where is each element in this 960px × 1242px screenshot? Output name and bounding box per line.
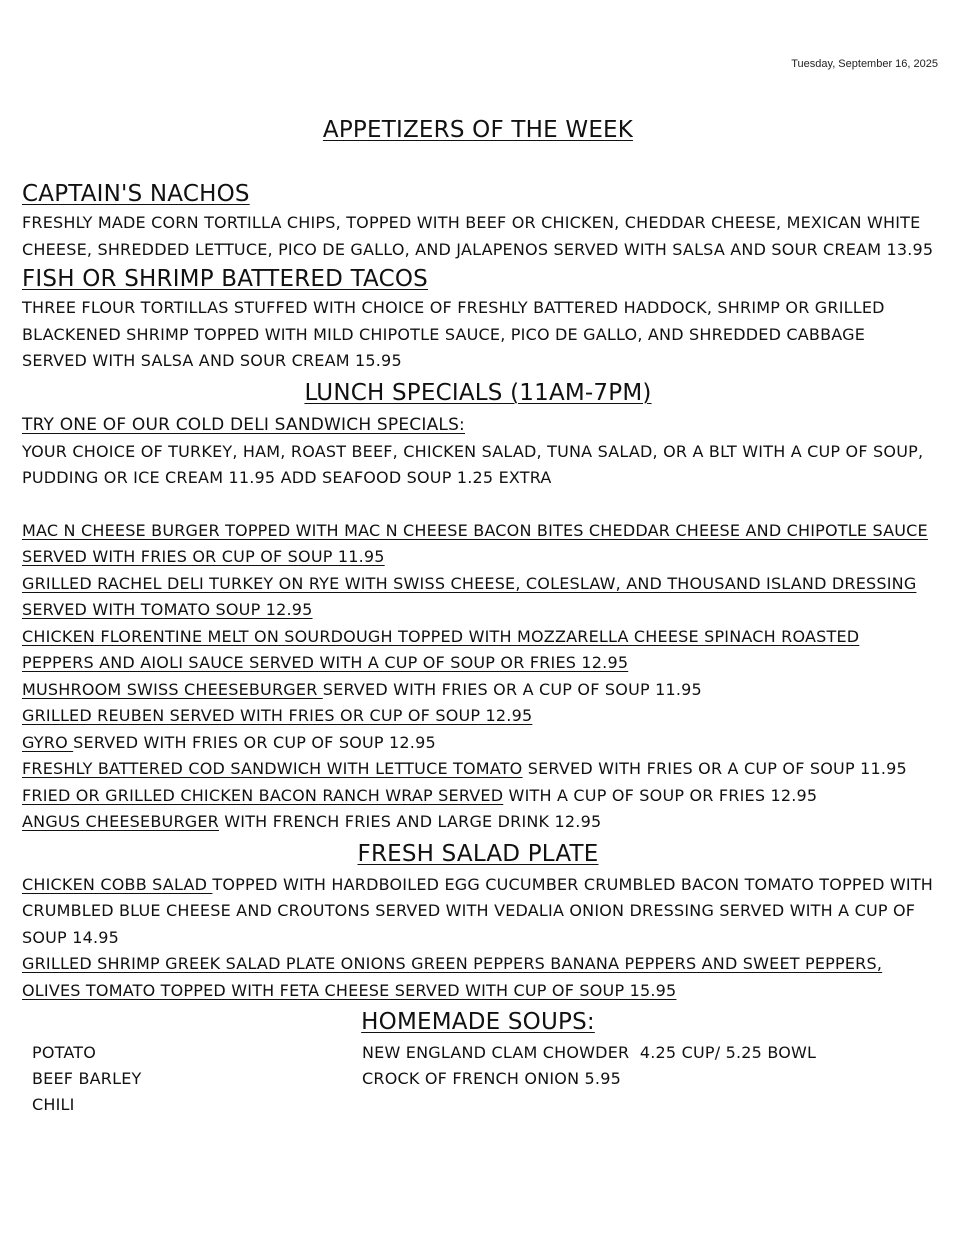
- lunch-item-detail: SERVED WITH FRIES OR A CUP OF SOUP 11.95: [322, 679, 702, 699]
- salad-item-name: CHICKEN COBB SALAD: [22, 874, 213, 894]
- lunch-item-name: GRILLED REUBEN SERVED WITH FRIES OR CUP OF SOUP 12.95: [22, 706, 533, 725]
- lunch-item-name: MUSHROOM SWISS CHEESEBURGER: [22, 679, 323, 699]
- salad-item: [22, 951, 934, 1004]
- section-spacer: [22, 492, 934, 518]
- lunch-item-detail: SERVED WITH FRIES OR CUP OF SOUP 12.95: [73, 732, 436, 752]
- lunch-item-name: GYRO: [22, 732, 74, 752]
- lunch-item-detail: WITH FRENCH FRIES AND LARGE DRINK 12.95: [218, 812, 602, 831]
- lunch-item: [22, 624, 934, 677]
- lunch-item-name: FRESHLY BATTERED COD SANDWICH WITH LETTUCE TOMATO: [22, 759, 523, 778]
- appetizer-heading-tacos: FISH OR SHRIMP BATTERED TACOS: [22, 266, 428, 292]
- lunch-item-name: GRILLED RACHEL DELI TURKEY ON RYE WITH SWISS CHEESE, COLESLAW, AND THOUSAND ISLAND DRESSING SERVED WITH TOMATO SOUP 12.95: [22, 573, 917, 619]
- lunch-item-detail: SERVED WITH FRIES OR A CUP OF SOUP 11.95: [522, 759, 907, 778]
- lunch-specials-heading: LUNCH SPECIALS (11AM-7PM): [304, 379, 652, 406]
- soups-column-left: [22, 1040, 362, 1118]
- appetizer-description-tacos: THREE FLOUR TORTILLAS STUFFED WITH CHOICE OF FRESHLY BATTERED HADDOCK, SHRIMP OR GRILLED BLACKENED SHRIMP TOPPED WITH MILD CHIPOTLE SAUCE, PICO DE GALLO, AND SHREDDED CABBAGE SERVED WITH SALSA AND SOUR CREAM 15.95: [22, 298, 885, 370]
- lunch-item: [22, 809, 934, 836]
- appetizer-heading-nachos: CAPTAIN'S NACHOS: [22, 181, 250, 207]
- soup-item: CROCK OF FRENCH ONION 5.95: [362, 1069, 621, 1088]
- lunch-item: [22, 703, 934, 730]
- lunch-item: [22, 756, 934, 783]
- lunch-item-detail: WITH A CUP OF SOUP OR FRIES 12.95: [503, 785, 818, 805]
- soups-heading: HOMEMADE SOUPS:: [361, 1009, 595, 1035]
- soup-item: BEEF BARLEY: [32, 1069, 142, 1088]
- lunch-item: [22, 571, 934, 624]
- deli-specials-heading: TRY ONE OF OUR COLD DELI SANDWICH SPECIALS:: [22, 414, 465, 435]
- deli-specials-text: YOUR CHOICE OF TURKEY, HAM, ROAST BEEF, CHICKEN SALAD, TUNA SALAD, OR A BLT WITH A CUP OF SOUP, PUDDING OR ICE CREAM 11.95 ADD SEAFOOD SOUP 1.25 EXTRA: [22, 441, 924, 487]
- date-stamp: Tuesday, September 16, 2025: [791, 58, 938, 70]
- lunch-item-name: MAC N CHEESE BURGER TOPPED WITH MAC N CHEESE BACON BITES CHEDDAR CHEESE AND CHIPOTLE SAUCE SERVED WITH FRIES OR CUP OF SOUP 11.95: [22, 520, 928, 566]
- lunch-item: [22, 518, 934, 571]
- soup-item: NEW ENGLAND CLAM CHOWDER 4.25 CUP/ 5.25 BOWL: [362, 1043, 817, 1062]
- lunch-item: [22, 677, 934, 704]
- lunch-item-name: FRIED OR GRILLED CHICKEN BACON RANCH WRAP SERVED: [22, 785, 504, 805]
- menu-body: [22, 112, 934, 1118]
- soup-item: CHILI: [32, 1095, 75, 1114]
- appetizer-description-nachos: FRESHLY MADE CORN TORTILLA CHIPS, TOPPED WITH BEEF OR CHICKEN, CHEDDAR CHEESE, MEXICAN WHITE CHEESE, SHREDDED LETTUCE, PICO DE GALLO, AND JALAPENOS SERVED WITH SALSA AND SOUR CREAM 13.95: [22, 213, 934, 259]
- salad-plate-heading: FRESH SALAD PLATE: [357, 840, 599, 867]
- soups-column-right: [362, 1040, 934, 1118]
- lunch-item: [22, 783, 934, 810]
- soup-item: POTATO: [32, 1043, 97, 1062]
- salad-item: [22, 872, 934, 952]
- salad-item-detail: TOPPED WITH HARDBOILED EGG CUCUMBER CRUMBLED BACON TOMATO TOPPED WITH CRUMBLED BLUE CHEESE AND CROUTONS SERVED WITH VEDALIA ONION DRESSING SERVED WITH A CUP OF SOUP 14.95: [22, 874, 934, 947]
- lunch-item-name: ANGUS CHEESEBURGER: [22, 812, 219, 831]
- page-title: APPETIZERS OF THE WEEK: [322, 117, 634, 143]
- soups-list: [22, 1040, 934, 1118]
- lunch-item: [22, 730, 934, 757]
- lunch-item-name: CHICKEN FLORENTINE MELT ON SOURDOUGH TOPPED WITH MOZZARELLA CHEESE SPINACH ROASTED PEPPERS AND AIOLI SAUCE SERVED WITH A CUP OF SOUP OR FRIES 12.95: [22, 626, 860, 672]
- salad-item-name: GRILLED SHRIMP GREEK SALAD PLATE ONIONS GREEN PEPPERS BANANA PEPPERS AND SWEET PEPPERS, OLIVES TOMATO TOPPED WITH FETA CHEESE SERVED WITH CUP OF SOUP 15.95: [22, 954, 883, 1000]
